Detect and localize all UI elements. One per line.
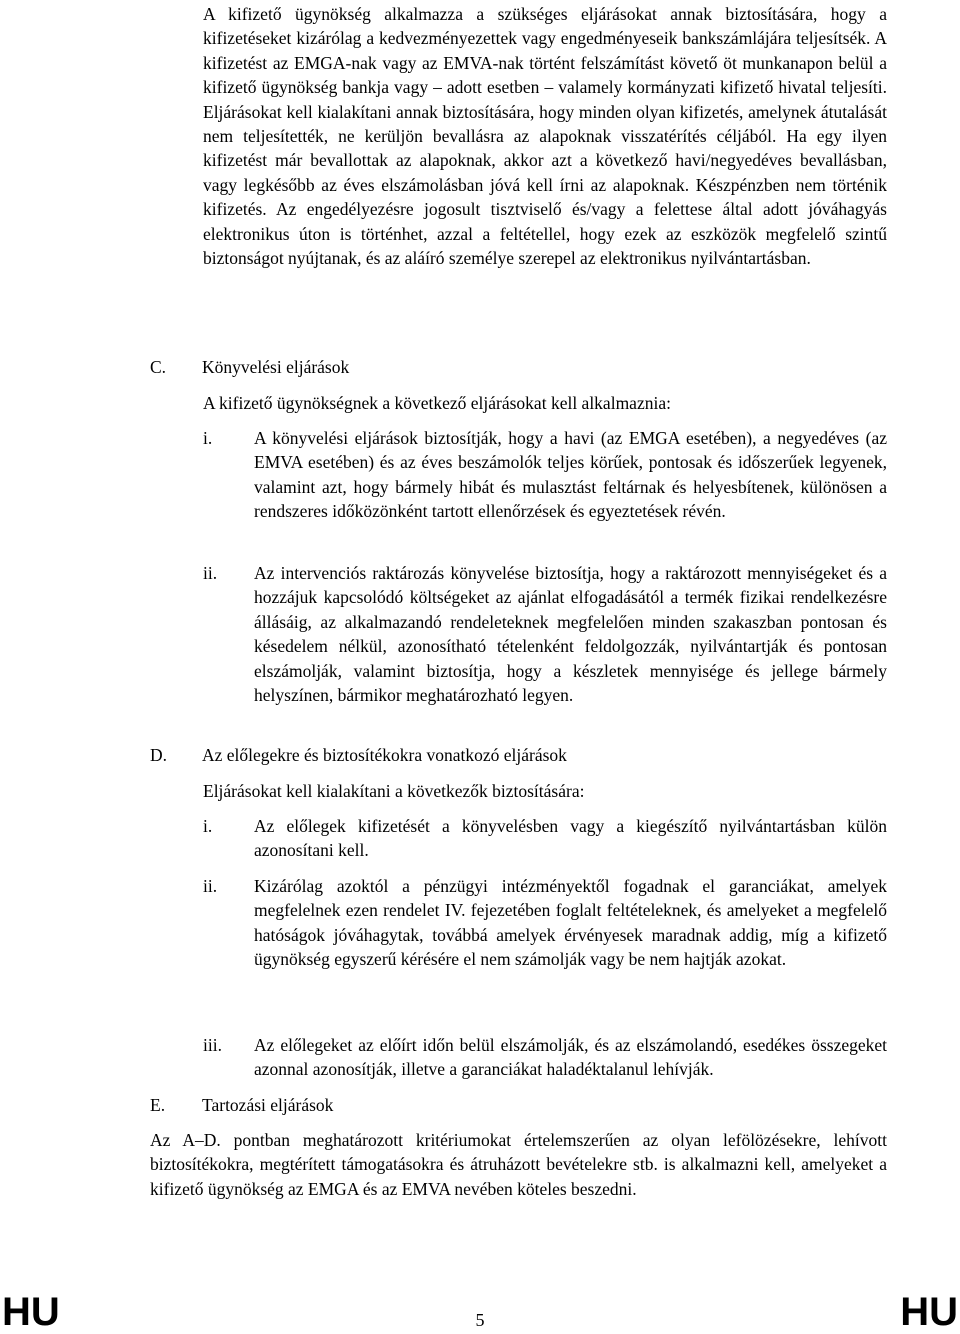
section-e-heading	[150, 1093, 333, 1117]
section-c-item-text: Az intervenciós raktározás könyvelése biztosítja, hogy a raktározott mennyiségeket és a hozzájuk kapcsolódó költségeket az ajánlat elfogadásától a termék fizikai rendelkezésre állásáig, az alkalmazandó rendeleteknek megfelelően minden szakaszban pontosan és késedelem nélkül, azonosítható tételenként feldolgozzák, nyilvántartják és pontosan elszámolják, valamint biztosítja, hogy a készletek mennyisége és jellege bármely helyszínen, bármikor meghatározható legyen.	[254, 563, 887, 706]
section-c-item	[203, 426, 887, 524]
section-d-item-number: i.	[203, 816, 213, 836]
section-d-title: Az előlegekre és biztosítékokra vonatkozó eljárások	[202, 745, 567, 765]
footer-language-left: HU	[2, 1290, 60, 1334]
section-d-item-number: iii.	[203, 1035, 222, 1055]
section-d-item	[203, 1033, 887, 1082]
section-e-letter: E.	[150, 1095, 166, 1115]
section-c-item-number: ii.	[203, 563, 218, 583]
section-c-letter: C.	[150, 357, 167, 377]
section-c-item	[203, 561, 887, 707]
section-d-letter: D.	[150, 745, 168, 765]
section-d-item-text: Az előlegeket az előírt időn belül elszámolják, és az elszámolandó, esedékes összegeket azonnal azonosítják, illetve a garanciákat haladéktalanul lehívják.	[254, 1035, 887, 1080]
section-e-paragraph: Az A–D. pontban meghatározott kritériumokat értelemszerűen az olyan lefölözésekre, lehívott biztosítékokra, megtérített támogatásokra és átruházott bevételekre stb. is alkalmazni kell, amelyeket a kifizető ügynökség az EMGA és az EMVA nevében köteles beszedni.	[150, 1130, 887, 1199]
section-d-item	[203, 814, 887, 863]
section-d-item	[203, 874, 887, 972]
section-c-heading	[150, 355, 349, 379]
footer-language-right: HU	[900, 1290, 958, 1334]
section-c-item-number: i.	[203, 428, 213, 448]
page-number: 5	[475, 1310, 485, 1330]
section-d-item-number: ii.	[203, 876, 218, 896]
section-e-title: Tartozási eljárások	[202, 1095, 334, 1115]
intro-paragraph: A kifizető ügynökség alkalmazza a szükséges eljárásokat annak biztosítására, hogy a kifizetéseket kizárólag a kedvezményezettek vagy engedményeseik bankszámlájára teljesítsék. A kifizetést az EMGA-nak vagy az EMVA-nak történt felszámítást követő öt munkanapon belül a kifizető ügynökség bankja vagy – adott esetben – valamely kormányzati kifizető hivatal teljesíti. Eljárásokat kell kialakítani annak biztosítására, hogy minden olyan kifizetés, amelynek átutalását nem teljesítették, ne kerüljön bevallásra az alapoknak visszatérítés céljából. Ha egy ilyen kifizetést már bevallottak az alapoknak, akkor azt a következő havi/negyedéves bevallásban, vagy legkésőbb az éves elszámolásban jóvá kell írni az alapoknak. Készpénzben nem történik kifizetés. Az engedélyezésre jogosult tisztviselő és/vagy a felettese által adott jóváhagyás elektronikus úton is történhet, azzal a feltétellel, hogy ezek az eszközök megfelelő szintű biztonságot nyújtanak, és az aláíró személye szerepel az elektronikus nyilvántartásban.	[203, 4, 887, 269]
section-c-item-text: A könyvelési eljárások biztosítják, hogy a havi (az EMGA esetében), a negyedéves (az EMVA esetében) és az éves beszámolók teljes körűek, pontosak és időszerűek legyenek, valamint azt, hogy bármely hibát és mulasztást feltárnak és helyesbítenek, különösen a rendszeres időközönként tartott ellenőrzések és egyeztetések révén.	[254, 428, 887, 522]
section-c-intro: A kifizető ügynökségnek a következő eljárásokat kell alkalmaznia:	[203, 393, 671, 413]
section-d-heading	[150, 743, 567, 767]
section-d-intro: Eljárásokat kell kialakítani a következők biztosítására:	[203, 781, 585, 801]
section-c-title: Könyvelési eljárások	[202, 357, 350, 377]
section-d-item-text: Az előlegek kifizetését a könyvelésben vagy a kiegészítő nyilvántartásban külön azonosítani kell.	[254, 816, 887, 861]
section-d-item-text: Kizárólag azoktól a pénzügyi intézményektől fogadnak el garanciákat, amelyek megfelelnek ezen rendelet IV. fejezetében foglalt feltételeknek, és amelyeket a megfelelő hatóságok jóváhagytak, továbbá amelyek érvényesek maradnak addig, míg a kifizető ügynökség egyszerű kérésére el nem számolják vagy be nem hajtják azokat.	[254, 876, 887, 970]
